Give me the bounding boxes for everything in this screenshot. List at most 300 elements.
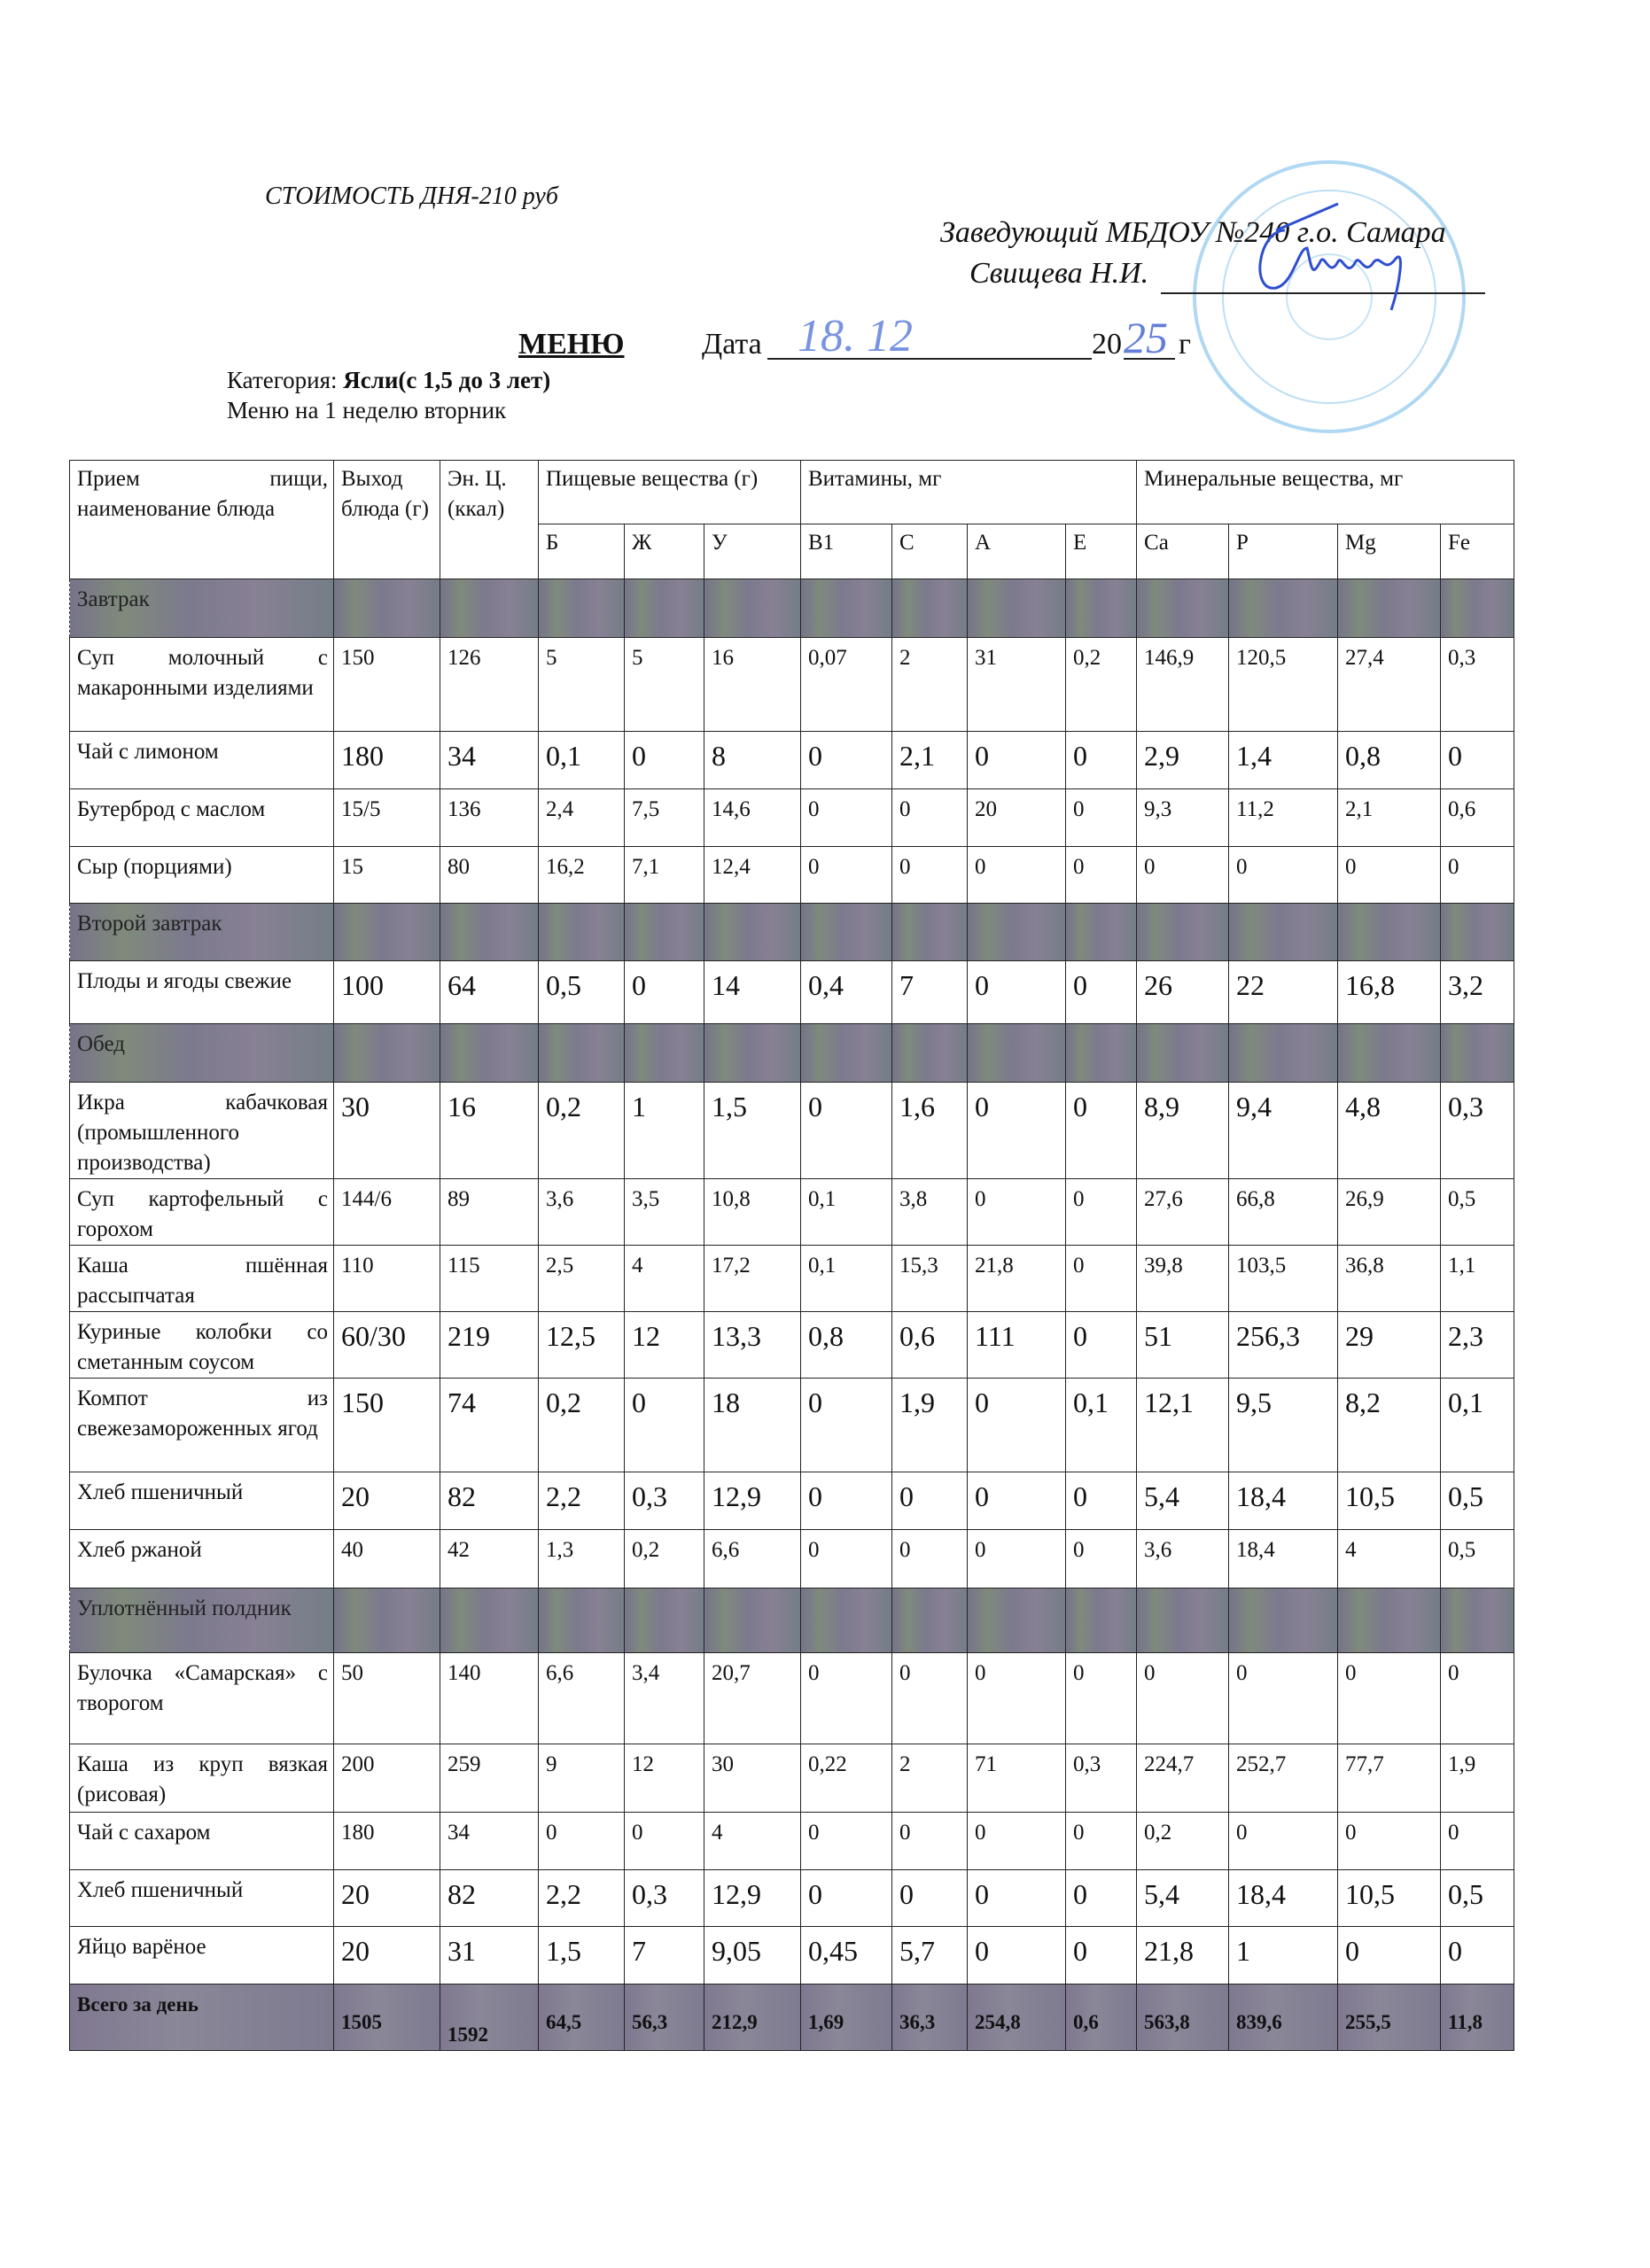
category-label: Категория: [227, 367, 338, 393]
value-cell: 255,5 [1338, 1984, 1441, 2051]
value-cell: 3,6 [1137, 1530, 1229, 1588]
date-label: Дата [702, 328, 762, 361]
value-cell: 71 [968, 1744, 1066, 1813]
section-cell [892, 904, 968, 961]
value-cell: 40 [334, 1530, 440, 1588]
value-cell: 1,4 [1229, 732, 1338, 789]
value-cell: 2,9 [1137, 732, 1229, 789]
value-cell: 10,5 [1338, 1472, 1441, 1530]
value-cell: 0 [801, 847, 892, 904]
value-cell: 4 [704, 1813, 801, 1870]
value-cell: 0 [1137, 1653, 1229, 1744]
value-cell: 9,3 [1137, 789, 1229, 847]
dish-name: Яйцо варёное [70, 1927, 334, 1984]
value-cell: 150 [334, 1379, 440, 1472]
table-row [70, 1870, 1514, 1927]
value-cell: 0,07 [801, 638, 892, 732]
value-cell: 0 [1441, 847, 1514, 904]
value-cell: 7,5 [625, 789, 704, 847]
section-cell [1137, 904, 1229, 961]
value-cell: 12,4 [704, 847, 801, 904]
section-cell [1229, 904, 1338, 961]
section-cell [539, 904, 625, 961]
date-handwritten: 18. 12 [798, 311, 913, 361]
value-cell: 0 [1066, 1813, 1137, 1870]
value-cell: 2 [892, 1744, 968, 1813]
value-cell: 0 [1229, 1653, 1338, 1744]
value-cell: 51 [1137, 1312, 1229, 1379]
value-cell: 0 [968, 1530, 1066, 1588]
value-cell: 6,6 [539, 1653, 625, 1744]
value-cell: 9,4 [1229, 1083, 1338, 1179]
value-cell: 0,4 [801, 961, 892, 1024]
group-minerals: Минеральные вещества, мг [1137, 461, 1514, 524]
section-cell [892, 579, 968, 638]
section-cell [704, 1588, 801, 1653]
section-cell [440, 904, 539, 961]
table-row [70, 1530, 1514, 1588]
value-cell: 0 [892, 847, 968, 904]
section-cell [334, 904, 440, 961]
value-cell: 0,2 [1066, 638, 1137, 732]
value-cell: 1,5 [539, 1927, 625, 1984]
value-cell: 2 [892, 638, 968, 732]
dish-name: Чай с сахаром [70, 1813, 334, 1870]
value-cell: 64,5 [539, 1984, 625, 2051]
value-cell: 0 [1441, 1927, 1514, 1984]
value-cell: 0 [1338, 1653, 1441, 1744]
value-cell: 74 [440, 1379, 539, 1472]
value-cell: 103,5 [1229, 1246, 1338, 1312]
value-cell: 0 [1229, 1813, 1338, 1870]
value-cell: 0,1 [539, 732, 625, 789]
value-cell: 12 [625, 1744, 704, 1813]
value-cell: 66,8 [1229, 1179, 1338, 1246]
value-cell: 0 [968, 1472, 1066, 1530]
value-cell: 0 [1066, 1870, 1137, 1927]
value-cell: 100 [334, 961, 440, 1024]
value-cell: 11,2 [1229, 789, 1338, 847]
value-cell: 2,5 [539, 1246, 625, 1312]
value-cell: 150 [334, 638, 440, 732]
section-cell [539, 1024, 625, 1083]
value-cell: 10,5 [1338, 1870, 1441, 1927]
value-cell: 0 [1066, 1179, 1137, 1246]
value-cell: 0 [1066, 1246, 1137, 1312]
value-cell: 0 [801, 1530, 892, 1588]
value-cell: 36,8 [1338, 1246, 1441, 1312]
col-energy: Эн. Ц. (ккал) [440, 461, 539, 579]
category [227, 367, 550, 394]
value-cell: 2,3 [1441, 1312, 1514, 1379]
value-cell: 1 [625, 1083, 704, 1179]
section-cell [704, 904, 801, 961]
section-cell [801, 904, 892, 961]
value-cell: 0,3 [625, 1870, 704, 1927]
value-cell: 7 [892, 961, 968, 1024]
value-cell: 3,4 [625, 1653, 704, 1744]
section-cell [334, 1024, 440, 1083]
value-cell: 0,6 [892, 1312, 968, 1379]
value-cell: 26,9 [1338, 1179, 1441, 1246]
value-cell: 0,2 [539, 1379, 625, 1472]
value-cell: 0,5 [1441, 1870, 1514, 1927]
dish-name: Плоды и ягоды свежие [70, 961, 334, 1024]
group-vitamins: Витамины, мг [801, 461, 1137, 524]
value-cell: 82 [440, 1472, 539, 1530]
value-cell: 20 [334, 1472, 440, 1530]
value-cell: 0 [968, 1653, 1066, 1744]
section-title: Второй завтрак [70, 904, 334, 961]
table-row [70, 1083, 1514, 1179]
value-cell: 0,5 [1441, 1472, 1514, 1530]
value-cell: 29 [1338, 1312, 1441, 1379]
value-cell: 42 [440, 1530, 539, 1588]
section-cell [892, 1588, 968, 1653]
value-cell: 2,4 [539, 789, 625, 847]
section-cell [539, 1588, 625, 1653]
value-cell: 12,1 [1137, 1379, 1229, 1472]
menu-table [69, 460, 1514, 2051]
value-cell: 254,8 [968, 1984, 1066, 2051]
header-row [70, 461, 1514, 524]
value-cell: 0 [801, 1472, 892, 1530]
value-cell: 0 [1441, 732, 1514, 789]
value-cell: 0,22 [801, 1744, 892, 1813]
section-cell [1229, 1588, 1338, 1653]
value-cell: 0,5 [539, 961, 625, 1024]
value-cell: 0 [968, 732, 1066, 789]
value-cell: 0,6 [1441, 789, 1514, 847]
table-row [70, 1813, 1514, 1870]
value-cell: 1,9 [892, 1379, 968, 1472]
value-cell: 15 [334, 847, 440, 904]
value-cell: 3,6 [539, 1179, 625, 1246]
value-cell: 224,7 [1137, 1744, 1229, 1813]
value-cell: 16 [704, 638, 801, 732]
value-cell: 7 [625, 1927, 704, 1984]
value-cell: 0 [1338, 1813, 1441, 1870]
value-cell: 0,2 [539, 1083, 625, 1179]
section-row [70, 579, 1514, 638]
value-cell: 20 [968, 789, 1066, 847]
value-cell: 0 [1229, 847, 1338, 904]
value-cell: 219 [440, 1312, 539, 1379]
subheader-c: C [892, 524, 968, 579]
value-cell: 0,2 [1137, 1813, 1229, 1870]
value-cell: 0,3 [625, 1472, 704, 1530]
value-cell: 1 [1229, 1927, 1338, 1984]
value-cell: 1,3 [539, 1530, 625, 1588]
section-cell [704, 1024, 801, 1083]
section-row [70, 904, 1514, 961]
table-row [70, 789, 1514, 847]
value-cell: 7,1 [625, 847, 704, 904]
value-cell: 180 [334, 1813, 440, 1870]
subheader-e: E [1066, 524, 1137, 579]
value-cell: 26 [1137, 961, 1229, 1024]
value-cell: 259 [440, 1744, 539, 1813]
value-cell: 77,7 [1338, 1744, 1441, 1813]
section-cell [801, 1024, 892, 1083]
value-cell: 140 [440, 1653, 539, 1744]
value-cell: 1,69 [801, 1984, 892, 2051]
section-cell [1338, 1588, 1441, 1653]
value-cell: 111 [968, 1312, 1066, 1379]
section-cell [968, 1588, 1066, 1653]
value-cell: 212,9 [704, 1984, 801, 2051]
value-cell: 0,3 [1066, 1744, 1137, 1813]
value-cell: 120,5 [1229, 638, 1338, 732]
dish-name: Икра кабачковая (промышленного производства) [70, 1083, 334, 1179]
value-cell: 5 [539, 638, 625, 732]
value-cell: 0 [1066, 789, 1137, 847]
section-cell [625, 579, 704, 638]
value-cell: 14 [704, 961, 801, 1024]
dish-name: Каша пшённая рассыпчатая [70, 1246, 334, 1312]
section-cell [625, 1588, 704, 1653]
value-cell: 18,4 [1229, 1870, 1338, 1927]
subheader-b1: B1 [801, 524, 892, 579]
table-row [70, 1927, 1514, 1984]
value-cell: 20,7 [704, 1653, 801, 1744]
value-cell: 2,2 [539, 1472, 625, 1530]
value-cell: 18,4 [1229, 1472, 1338, 1530]
value-cell: 4 [1338, 1530, 1441, 1588]
value-cell: 0 [892, 1653, 968, 1744]
group-nutrients: Пищевые вещества (г) [539, 461, 801, 524]
section-row [70, 1024, 1514, 1083]
value-cell: 21,8 [968, 1246, 1066, 1312]
value-cell: 5 [625, 638, 704, 732]
dish-name: Хлеб ржаной [70, 1530, 334, 1588]
value-cell: 1,5 [704, 1083, 801, 1179]
dish-name: Суп картофельный с горохом [70, 1179, 334, 1246]
value-cell: 27,4 [1338, 638, 1441, 732]
value-cell: 80 [440, 847, 539, 904]
dish-name: Каша из круп вязкая (рисовая) [70, 1744, 334, 1813]
value-cell: 4 [625, 1246, 704, 1312]
section-cell [334, 579, 440, 638]
category-value: Ясли(с 1,5 до 3 лет) [343, 367, 551, 393]
section-cell [1229, 579, 1338, 638]
subheader-fe: Fe [1441, 524, 1514, 579]
table-row [70, 961, 1514, 1024]
value-cell: 0 [1066, 1653, 1137, 1744]
dish-name: Куриные колобки со сметанным соусом [70, 1312, 334, 1379]
section-cell [1338, 1024, 1441, 1083]
value-cell: 0 [892, 1472, 968, 1530]
value-cell: 18 [704, 1379, 801, 1472]
value-cell: 0 [801, 1083, 892, 1179]
dish-name: Сыр (порциями) [70, 847, 334, 904]
value-cell: 0 [968, 1083, 1066, 1179]
value-cell: 82 [440, 1870, 539, 1927]
section-cell [1066, 1024, 1137, 1083]
value-cell: 20 [334, 1870, 440, 1927]
value-cell: 60/30 [334, 1312, 440, 1379]
director-name: Свищева Н.И. [969, 257, 1149, 290]
value-cell: 12 [625, 1312, 704, 1379]
section-cell [1441, 1024, 1514, 1083]
value-cell: 0,1 [1066, 1379, 1137, 1472]
value-cell: 0 [801, 732, 892, 789]
value-cell: 180 [334, 732, 440, 789]
value-cell: 22 [1229, 961, 1338, 1024]
value-cell: 0,2 [625, 1530, 704, 1588]
value-cell: 0 [968, 1813, 1066, 1870]
value-cell: 115 [440, 1246, 539, 1312]
value-cell: 110 [334, 1246, 440, 1312]
value-cell: 16,8 [1338, 961, 1441, 1024]
value-cell: 5,4 [1137, 1472, 1229, 1530]
section-cell [1066, 904, 1137, 961]
value-cell: 6,6 [704, 1530, 801, 1588]
section-cell [440, 1024, 539, 1083]
value-cell: 0 [892, 1530, 968, 1588]
value-cell: 27,6 [1137, 1179, 1229, 1246]
value-cell: 64 [440, 961, 539, 1024]
dish-name: Булочка «Самарская» с творогом [70, 1653, 334, 1744]
table-row [70, 1179, 1514, 1246]
value-cell: 1592 [440, 1984, 539, 2051]
year-handwritten: 25 [1124, 313, 1168, 362]
year-prefix: 20 [1092, 328, 1122, 361]
value-cell: 252,7 [1229, 1744, 1338, 1813]
value-cell: 5,4 [1137, 1870, 1229, 1927]
value-cell: 0 [968, 961, 1066, 1024]
value-cell: 0,8 [1338, 732, 1441, 789]
value-cell: 0,5 [1441, 1179, 1514, 1246]
section-title: Обед [70, 1024, 334, 1083]
section-cell [968, 579, 1066, 638]
section-row [70, 1588, 1514, 1653]
week-label: Меню на 1 неделю вторник [227, 397, 507, 423]
subheader-у: У [704, 524, 801, 579]
value-cell: 0 [1066, 732, 1137, 789]
value-cell: 0 [968, 1379, 1066, 1472]
value-cell: 3,8 [892, 1179, 968, 1246]
value-cell: 0 [801, 789, 892, 847]
menu-title: МЕНЮ [518, 328, 625, 361]
value-cell: 0 [892, 1870, 968, 1927]
value-cell: 0 [968, 847, 1066, 904]
value-cell: 256,3 [1229, 1312, 1338, 1379]
dish-name: Хлеб пшеничный [70, 1870, 334, 1927]
value-cell: 34 [440, 1813, 539, 1870]
table-row [70, 732, 1514, 789]
section-cell [334, 1588, 440, 1653]
value-cell: 563,8 [1137, 1984, 1229, 2051]
value-cell: 200 [334, 1744, 440, 1813]
subheader-б: Б [539, 524, 625, 579]
value-cell: 0 [892, 789, 968, 847]
value-cell: 36,3 [892, 1984, 968, 2051]
value-cell: 2,1 [892, 732, 968, 789]
value-cell: 0,45 [801, 1927, 892, 1984]
value-cell: 0 [801, 1653, 892, 1744]
value-cell: 0 [801, 1813, 892, 1870]
day-cost: СТОИМОСТЬ ДНЯ-210 руб [265, 183, 558, 210]
value-cell: 9,5 [1229, 1379, 1338, 1472]
value-cell: 0,3 [1441, 1083, 1514, 1179]
value-cell: 0 [1066, 1472, 1137, 1530]
section-cell [1137, 1588, 1229, 1653]
subheader-a: A [968, 524, 1066, 579]
value-cell: 0 [968, 1179, 1066, 1246]
subheader-mg: Mg [1338, 524, 1441, 579]
value-cell: 9,05 [704, 1927, 801, 1984]
value-cell: 0 [1338, 1927, 1441, 1984]
value-cell: 17,2 [704, 1246, 801, 1312]
value-cell: 0 [892, 1813, 968, 1870]
value-cell: 15,3 [892, 1246, 968, 1312]
section-cell [1229, 1024, 1338, 1083]
table-row [70, 1744, 1514, 1813]
value-cell: 50 [334, 1653, 440, 1744]
value-cell: 0 [801, 1870, 892, 1927]
value-cell: 3,5 [625, 1179, 704, 1246]
value-cell: 0,8 [801, 1312, 892, 1379]
value-cell: 31 [968, 638, 1066, 732]
value-cell: 0,6 [1066, 1984, 1137, 2051]
value-cell: 0,1 [801, 1246, 892, 1312]
value-cell: 0 [1338, 847, 1441, 904]
value-cell: 12,9 [704, 1472, 801, 1530]
dish-name: Чай с лимоном [70, 732, 334, 789]
value-cell: 1,9 [1441, 1744, 1514, 1813]
total-row [70, 1984, 1514, 2051]
value-cell: 2,1 [1338, 789, 1441, 847]
value-cell: 13,3 [704, 1312, 801, 1379]
subheader-ж: Ж [625, 524, 704, 579]
dish-name: Компот из свежезамороженных ягод [70, 1379, 334, 1472]
section-cell [704, 579, 801, 638]
dish-name: Суп молочный с макаронными изделиями [70, 638, 334, 732]
year-suffix: г [1179, 328, 1191, 361]
value-cell: 16 [440, 1083, 539, 1179]
value-cell: 34 [440, 732, 539, 789]
dish-name: Бутерброд с маслом [70, 789, 334, 847]
value-cell: 0,1 [1441, 1379, 1514, 1472]
value-cell: 56,3 [625, 1984, 704, 2051]
value-cell: 0 [1066, 1083, 1137, 1179]
table-row [70, 638, 1514, 732]
value-cell: 2,2 [539, 1870, 625, 1927]
value-cell: 0,3 [1441, 638, 1514, 732]
section-cell [1137, 1024, 1229, 1083]
value-cell: 0,1 [801, 1179, 892, 1246]
value-cell: 0 [625, 1379, 704, 1472]
value-cell: 12,5 [539, 1312, 625, 1379]
table-row [70, 847, 1514, 904]
value-cell: 9 [539, 1744, 625, 1813]
value-cell: 39,8 [1137, 1246, 1229, 1312]
total-label: Всего за день [70, 1984, 334, 2051]
section-title: Завтрак [70, 579, 334, 638]
value-cell: 1,6 [892, 1083, 968, 1179]
value-cell: 8 [704, 732, 801, 789]
value-cell: 0 [1066, 1927, 1137, 1984]
value-cell: 144/6 [334, 1179, 440, 1246]
value-cell: 136 [440, 789, 539, 847]
value-cell: 4,8 [1338, 1083, 1441, 1179]
section-cell [1137, 579, 1229, 638]
value-cell: 15/5 [334, 789, 440, 847]
value-cell: 0 [1441, 1653, 1514, 1744]
subheader-p: P [1229, 524, 1338, 579]
value-cell: 0 [625, 732, 704, 789]
